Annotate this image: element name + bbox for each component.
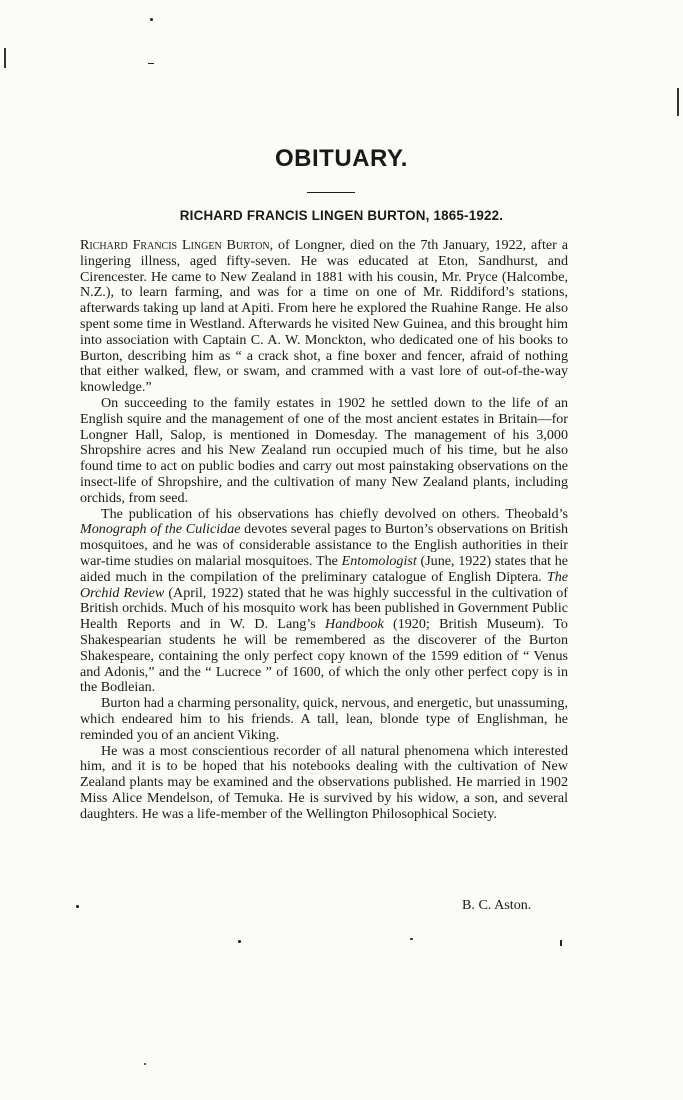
paragraph-text: (April, 1922) stated that he was highly successful in the cultivation of British orchids. Much of his mosquito work has been published in Government Public Health Reports and in W. D. Lang’s [80,584,569,633]
paragraph-3 [80,507,568,697]
italic-title-orchid-review: The Orchid Review [80,568,568,601]
scan-speck [238,940,241,943]
paragraph-text: On succeeding to the family estates in 1902 he settled down to the life of an English squire and the management of one of the most ancient estates in Britain—for Longner Hall, Salop, is mentioned in Domesday. The management of his 3,000 Shropshire acres and his New Zealand run occupied much of his time, but he also found time to act on public bodies and carry out most painstaking observations on the insect-life of Shropshire, and the cultivation of many New Zealand plants, including orchids, from seed. [80,394,568,506]
scan-speck [76,905,79,908]
paragraph-4 [80,696,568,743]
subject-name-small-caps: Richard Francis Lingen Burton [80,237,270,253]
title-rule [307,192,355,193]
paragraph-text: (1920; British Museum). To Shakespearian students he will be remembered as the discoverer of the Burton Shakespeare, containing the only perfect copy known of the 1599 edition of “ Venus and Adonis,” and the “ Lucrece ” of 1600, of which the only other perfect copy is in the Bodleian. [80,616,568,696]
scan-edge-mark [4,48,6,68]
paragraph-text: Burton had a charming personality, quick, nervous, and energetic, but unassuming, which endeared him to his friends. A tall, lean, blonde type of Englishman, he reminded you of an ancient Viking. [80,695,568,743]
paragraph-text: He was a most conscientious recorder of all natural phenomena which interested him, and it is to be hoped that his notebooks dealing with the cultivation of New Zealand plants may be examined and the observations published. He married in 1902 Miss Alice Mendelson, of Temuka. He is survived by his widow, a son, and several daughters. He was a life-member of the Wellington Philosophical Society. [80,742,568,822]
obituary-body [80,238,568,822]
paragraph-text: devotes several pages to Burton’s observations on British mosquitoes, and he was of considerable assistance to the English authorities in their war-time studies on malarial mosquitoes. The [80,521,568,569]
italic-title-entomologist: Entomologist [341,552,417,569]
page-title: OBITUARY. [275,145,408,172]
obituary-subject-heading: RICHARD FRANCIS LINGEN BURTON, 1865-1922. [179,208,504,223]
scan-edge-mark [677,88,679,116]
scan-speck [150,18,153,21]
paragraph-1 [80,238,568,396]
scan-speck [560,940,562,946]
scan-speck [148,63,154,64]
paragraph-2 [80,396,568,507]
paragraph-text: , of Longner, died on the 7th January, 1922, after a lingering illness, aged fifty-seven. He was educated at Eton, Sandhurst, and Cirencester. He came to New Zealand in 1881 with his cousin, Mr. Pryce (Halcombe, N.Z.), to learn farming, and was for a time on one of Mr. Riddiford’s stations, afterwards taking up land at Apiti. From here he explored the Ruahine Range. He also spent some time in Westland. Afterwards he visited New Guinea, and this brought him into association with Captain C. A. W. Monckton, who dedicated one of his books to Burton, describing him as “ a crack shot, a fine boxer and fencer, afraid of nothing that either walked, flew, or swam, and crammed with a vast lore of out-of-the-way knowledge.” [80,237,568,396]
scan-speck [410,938,413,940]
author-signature: B. C. Aston. [462,897,532,913]
italic-title-monograph: Monograph of the Culicidae [80,521,241,538]
paragraph-text: The publication of his observations has chiefly devolved on others. Theobald’s [101,505,568,522]
paragraph-5 [80,744,568,823]
scan-speck [144,1063,146,1065]
italic-title-handbook: Handbook [325,616,384,633]
paragraph-text: (June, 1922) states that he aided much in the compilation of the preliminary catalogue of English Diptera. [80,552,569,585]
